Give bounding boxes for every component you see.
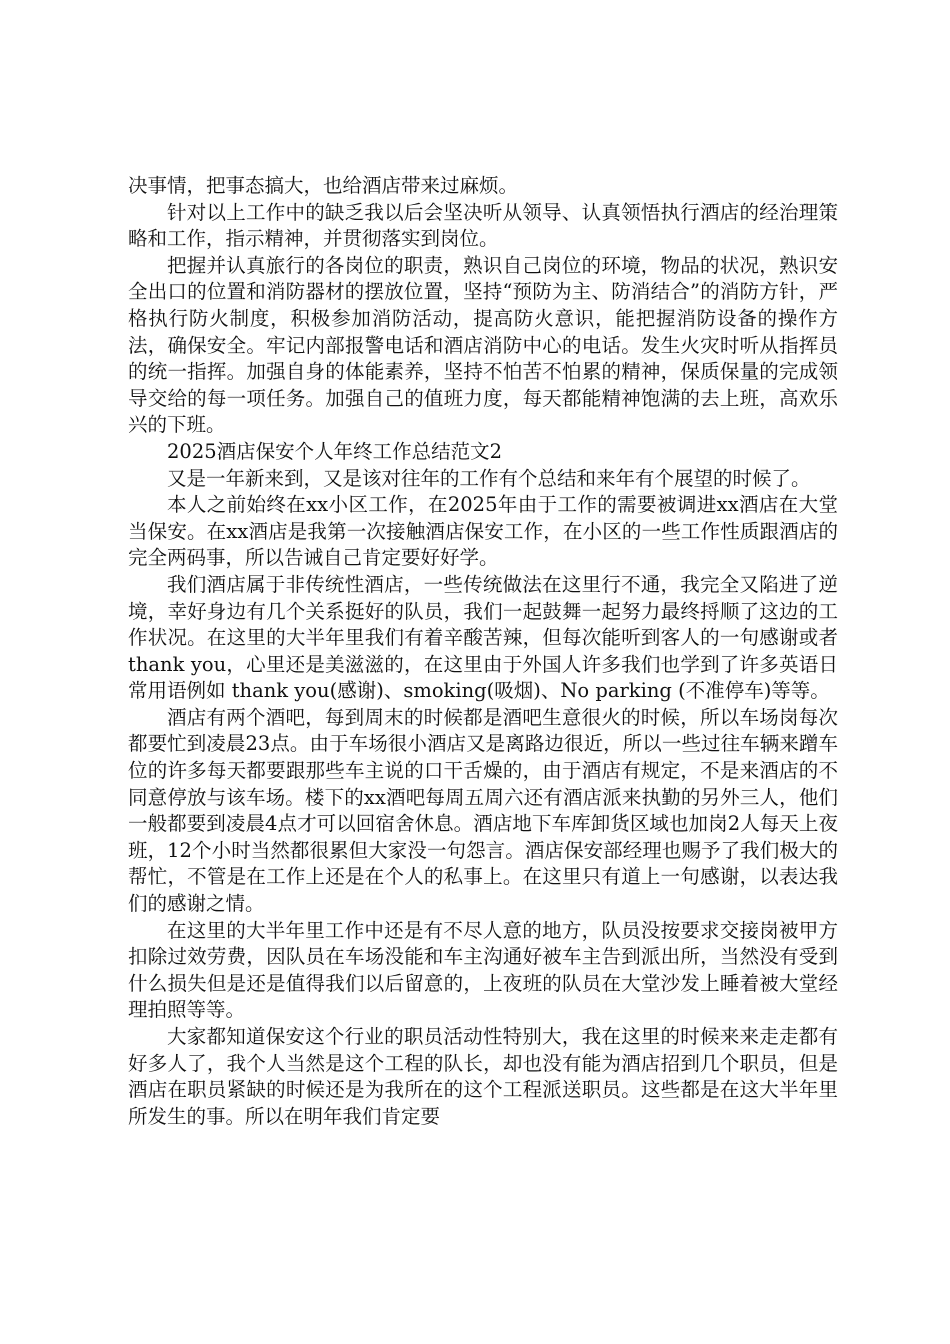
document-body [128,173,838,1130]
paragraph-fire-safety: 把握并认真旅行的各岗位的职责，熟识自己岗位的环境，物品的状况，熟识安全出口的位置和消防器材的摆放位置，坚持“预防为主、防消结合”的消防方针，严格执行防火制度，积极参加消防活动，提高防火意识，能把握消防设备的操作方法，确保安全。牢记内部报警电话和酒店消防中心的电话。发生火灾时听从指挥员的统一指挥。加强自身的体能素养，坚持不怕苦不怕累的精神，保质保量的完成领导交给的每一项任务。加强自己的值班力度，每天都能精神饱满的去上班，高欢乐兴的下班。 [128,253,838,437]
paragraph-shortcomings: 在这里的大半年里工作中还是有不尽人意的地方，队员没按要求交接岗被甲方扣除过效劳费，因队员在车场没能和车主沟通好被车主告到派出所，当然没有受到什么损失但是还是值得我们以后留意的，上夜班的队员在大堂沙发上睡着被大堂经理拍照等等。 [128,918,838,1022]
paragraph-hotel-type: 我们酒店属于非传统性酒店，一些传统做法在这里行不通，我完全又陷进了逆境，幸好身边有几个关系挺好的队员，我们一起鼓舞一起努力最终捋顺了这边的工作状况。在这里的大半年里我们有着辛酸苦辣，但每次能听到客人的一句感谢或者 thank you，心里还是美滋滋的，在这里由于外国人许多我们也学到了许多英语日常用语例如 thank you(感谢)、smoking(吸烟)、No parking (不准停车)等等。 [128,572,838,703]
paragraph-commitment: 针对以上工作中的缺乏我以后会坚决听从领导、认真领悟执行酒店的经治理策略和工作，指示精神，并贯彻落实到岗位。 [128,200,838,251]
paragraph-bars-parking: 酒店有两个酒吧，每到周末的时候都是酒吧生意很火的时候，所以车场岗每次都要忙到凌晨23点。由于车场很小酒店又是离路边很近，所以一些过往车辆来蹭车位的许多每天都要跟那些车主说的口干舌燥的，由于酒店有规定，不是来酒店的不同意停放与该车场。楼下的xx酒吧每周五周六还有酒店派来执勤的另外三人，他们一般都要到凌晨4点才可以回宿舍休息。酒店地下车库卸货区域也加岗2人每天上夜班，12个小时当然都很累但大家没一句怨言。酒店保安部经理也赐予了我们极大的帮忙，不管是在工作上还是在个人的私事上。在这里只有道上一句感谢，以表达我们的感谢之情。 [128,705,838,916]
paragraph-staffing: 大家都知道保安这个行业的职员活动性特别大，我在这里的时候来来走走都有好多人了，我个人当然是这个工程的队长，却也没有能为酒店招到几个职员，但是酒店在职员紧缺的时候还是为我所在的这个工程派送职员。这些都是在这大半年里所发生的事。所以在明年我们肯定要 [128,1025,838,1128]
section-heading: 2025酒店保安个人年终工作总结范文2 [167,439,503,463]
paragraph-new-year: 又是一年新来到，又是该对往年的工作有个总结和来年有个展望的时候了。 [167,466,811,490]
paragraph-continuation: 决事情，把事态搞大，也给酒店带来过麻烦。 [128,174,519,197]
paragraph-transfer: 本人之前始终在xx小区工作，在2025年由于工作的需要被调进xx酒店在大堂当保安。在xx酒店是我第一次接触酒店保安工作，在小区的一些工作性质跟酒店的完全两码事，所以告诫自己肯定要好好学。 [128,493,838,570]
